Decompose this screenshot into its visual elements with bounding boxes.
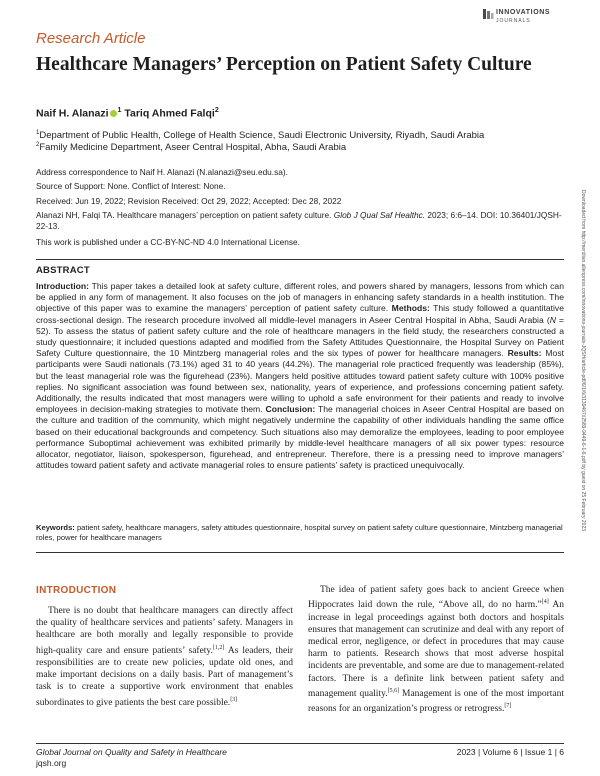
dates: Received: Jun 19, 2022; Revision Received: Oct 29, 2022; Accepted: Dec 28, 2022 bbox=[36, 196, 342, 206]
abstract-text: N bbox=[549, 314, 556, 325]
affiliation-text: Family Medicine Department, Aseer Central Hospital, Abha, Saudi Arabia bbox=[39, 142, 347, 154]
abstract-label: Methods: bbox=[391, 303, 430, 314]
body-column-right bbox=[308, 584, 564, 716]
affiliation bbox=[36, 142, 346, 153]
footer-journal: Global Journal on Quality and Safety in Healthcare bbox=[36, 747, 227, 757]
body-text: The idea of patient safety goes back to ancient Greece when Hippocrates laid down the rule, “Above all, do no harm.” bbox=[308, 585, 564, 611]
publisher-name: INNOVATIONS bbox=[496, 9, 551, 16]
footer-site-link[interactable]: jqsh.org bbox=[36, 758, 67, 768]
publisher-logo bbox=[482, 6, 588, 34]
abstract-label: Introduction: bbox=[36, 281, 89, 291]
author-list bbox=[36, 107, 219, 120]
article-title: Healthcare Managers’ Perception on Patient Safety Culture bbox=[36, 54, 532, 75]
affiliation-text: Department of Public Health, College of Health Science, Saudi Electronic University, Riyadh, Saudi Arabia bbox=[39, 130, 485, 142]
section-heading: INTRODUCTION bbox=[36, 585, 117, 596]
keywords-label: Keywords: bbox=[36, 523, 75, 532]
license: This work is published under a CC-BY-NC-ND 4.0 International License. bbox=[36, 237, 300, 247]
download-note bbox=[576, 190, 588, 600]
body-text: As leaders, their responsibilities are to create new policies, update old ones, and make important decisions on a daily basis. Part of management’s task is to create a supportive work environment that enables subordinates to give patients the best care possible. bbox=[36, 645, 293, 708]
orcid-icon[interactable] bbox=[110, 110, 117, 117]
affiliation bbox=[36, 130, 484, 141]
article-type: Research Article bbox=[36, 30, 146, 47]
abstract-text: = 52). To assess the status of patient safety culture and the role of healthcare managers in the field study, the researchers constructed a study questionnaire; it included questions adapted and modified from the Safety Attitudes Questionnaire, the Hospital Survey on Patient Safety Culture questionnaire, the 10 Mintzberg managerial roles and the six types of power for healthcare managers. bbox=[36, 314, 565, 359]
citation-ref[interactable]: [3] bbox=[230, 696, 238, 703]
affiliation-marker: 2 bbox=[36, 142, 40, 148]
citation-ref[interactable]: [1,2] bbox=[212, 644, 225, 651]
abstract-text: This paper takes a detailed look at safety culture, different roles, and powers shared by managers, lessons from which can be applied in any form of management. It also focuses on the job of managers in enhancing safety standards in a health institution. The objective of this paper was to examine the managers’ perception of patient safety culture. bbox=[36, 281, 564, 314]
publisher-logo-icon bbox=[482, 8, 494, 20]
citation-text: Alanazi NH, Falqi TA. Healthcare managers’ perception on patient safety culture. bbox=[36, 210, 334, 220]
abstract-label: Conclusion: bbox=[265, 404, 316, 415]
abstract-text: The managerial choices in Aseer Central Hospital are based on the culture and tradition of the community, which might negatively undermine the capability of other individuals handling the same office based on their educational backgrounds and competency. Such situations also may demoralize the employees, leading to poor employee performance Suboptimal achievement was exhibited primarily by middle-level healthcare managers of all six power types: resource allocator, negotiator, liaison, spokesperson, figurehead, and entrepreneur. Therefore, there is a pressing need to improve managers’ attitudes toward patient safety and activate managerial roles to ensure patients’ safety is practiced unequivocally. bbox=[36, 404, 564, 471]
citation-ref[interactable]: [4] bbox=[541, 599, 549, 606]
doi-link[interactable]: 10.36401/JQSH-22-13. bbox=[36, 210, 562, 231]
keywords bbox=[36, 523, 564, 543]
divider bbox=[36, 552, 564, 553]
body-column-left bbox=[36, 605, 293, 709]
affiliation-marker: 1 bbox=[36, 130, 40, 136]
citation-ref[interactable]: [7] bbox=[504, 703, 512, 710]
abstract-text: This study followed a quantitative cross-sectional design. The research procedure involved all middle-level managers in Aseer Central Hospital in Abha, Saudi Arabia ( bbox=[36, 303, 564, 325]
correspondence: Address correspondence to Naif H. Alanazi (N.alanazi@seu.edu.sa). bbox=[36, 167, 288, 177]
keywords-text: patient safety, healthcare managers, safety attitudes questionnaire, hospital survey on patient safety culture questionnaire, Mintzberg managerial roles, power for healthcare managers bbox=[36, 523, 563, 542]
body-text: Management is one of the most important reasons for an organization’s progress or retrogress. bbox=[308, 688, 565, 715]
citation bbox=[36, 210, 566, 232]
abstract-label: Results: bbox=[507, 348, 542, 359]
abstract-heading: ABSTRACT bbox=[36, 265, 90, 276]
author-affiliation-marker: 2 bbox=[214, 107, 219, 114]
abstract-body bbox=[36, 281, 564, 471]
footer-divider bbox=[36, 743, 564, 744]
author-name[interactable]: Naif H. Alanazi bbox=[36, 107, 109, 120]
publisher-sub: JOURNALS bbox=[496, 18, 531, 24]
footer-issue: 2023 | Volume 6 | Issue 1 | 6 bbox=[456, 747, 564, 757]
source-of-support: Source of Support: None. Conflict of Interest: None. bbox=[36, 181, 226, 191]
citation-ref[interactable]: [5,6] bbox=[387, 687, 400, 694]
download-note-text: Downloaded from http://meridian.allenpress.com/innovations-journals-JQSH/article-pdf/6/1/6/3139467/i2589-9449-6-1-6.pdf by guest on 25 February 2023 bbox=[580, 190, 586, 532]
citation-journal: Glob J Qual Saf Healthc. bbox=[333, 210, 426, 220]
author-name[interactable]: Tariq Ahmed Falqi bbox=[124, 107, 215, 120]
divider bbox=[36, 259, 564, 260]
body-text: There is no doubt that healthcare managers can directly affect the quality of healthcare services and patients’ safety. Managers in healthcare are both morally and legally responsible to provide high-quality care and ensure patients’ safety. bbox=[36, 606, 293, 656]
citation-text: 2023; 6:6–14. DOI: bbox=[425, 210, 498, 220]
author-affiliation-marker: 1 bbox=[117, 107, 122, 114]
abstract-text: Most participants were Saudi nationals (73.1%) aged 31 to 40 years (44.2%). The managerial role practiced frequently was leadership (85%), but the least managerial role was the figurehead (23%). Mangers held positive attitudes toward patient safety culture with 100% positive replies. No significant association was found between sex, nationality, years of experience, and professions concerning patient safety. Additionally, the results indicated that most managers were willing to uphold a safe environment for their patients and ready to involve employees in decision-making strategies to motivate them. bbox=[36, 348, 565, 415]
body-text: An increase in legal proceedings against both doctors and hospitals ensures that management can scrutinize and deal with any report of medical error, negligence, or defect in procedures that may cause harm to patients. Research shows that most adverse hospital incidents are preventable, and some are due to management-related factors. There is a definite link between patient safety and management quality. bbox=[308, 600, 565, 699]
